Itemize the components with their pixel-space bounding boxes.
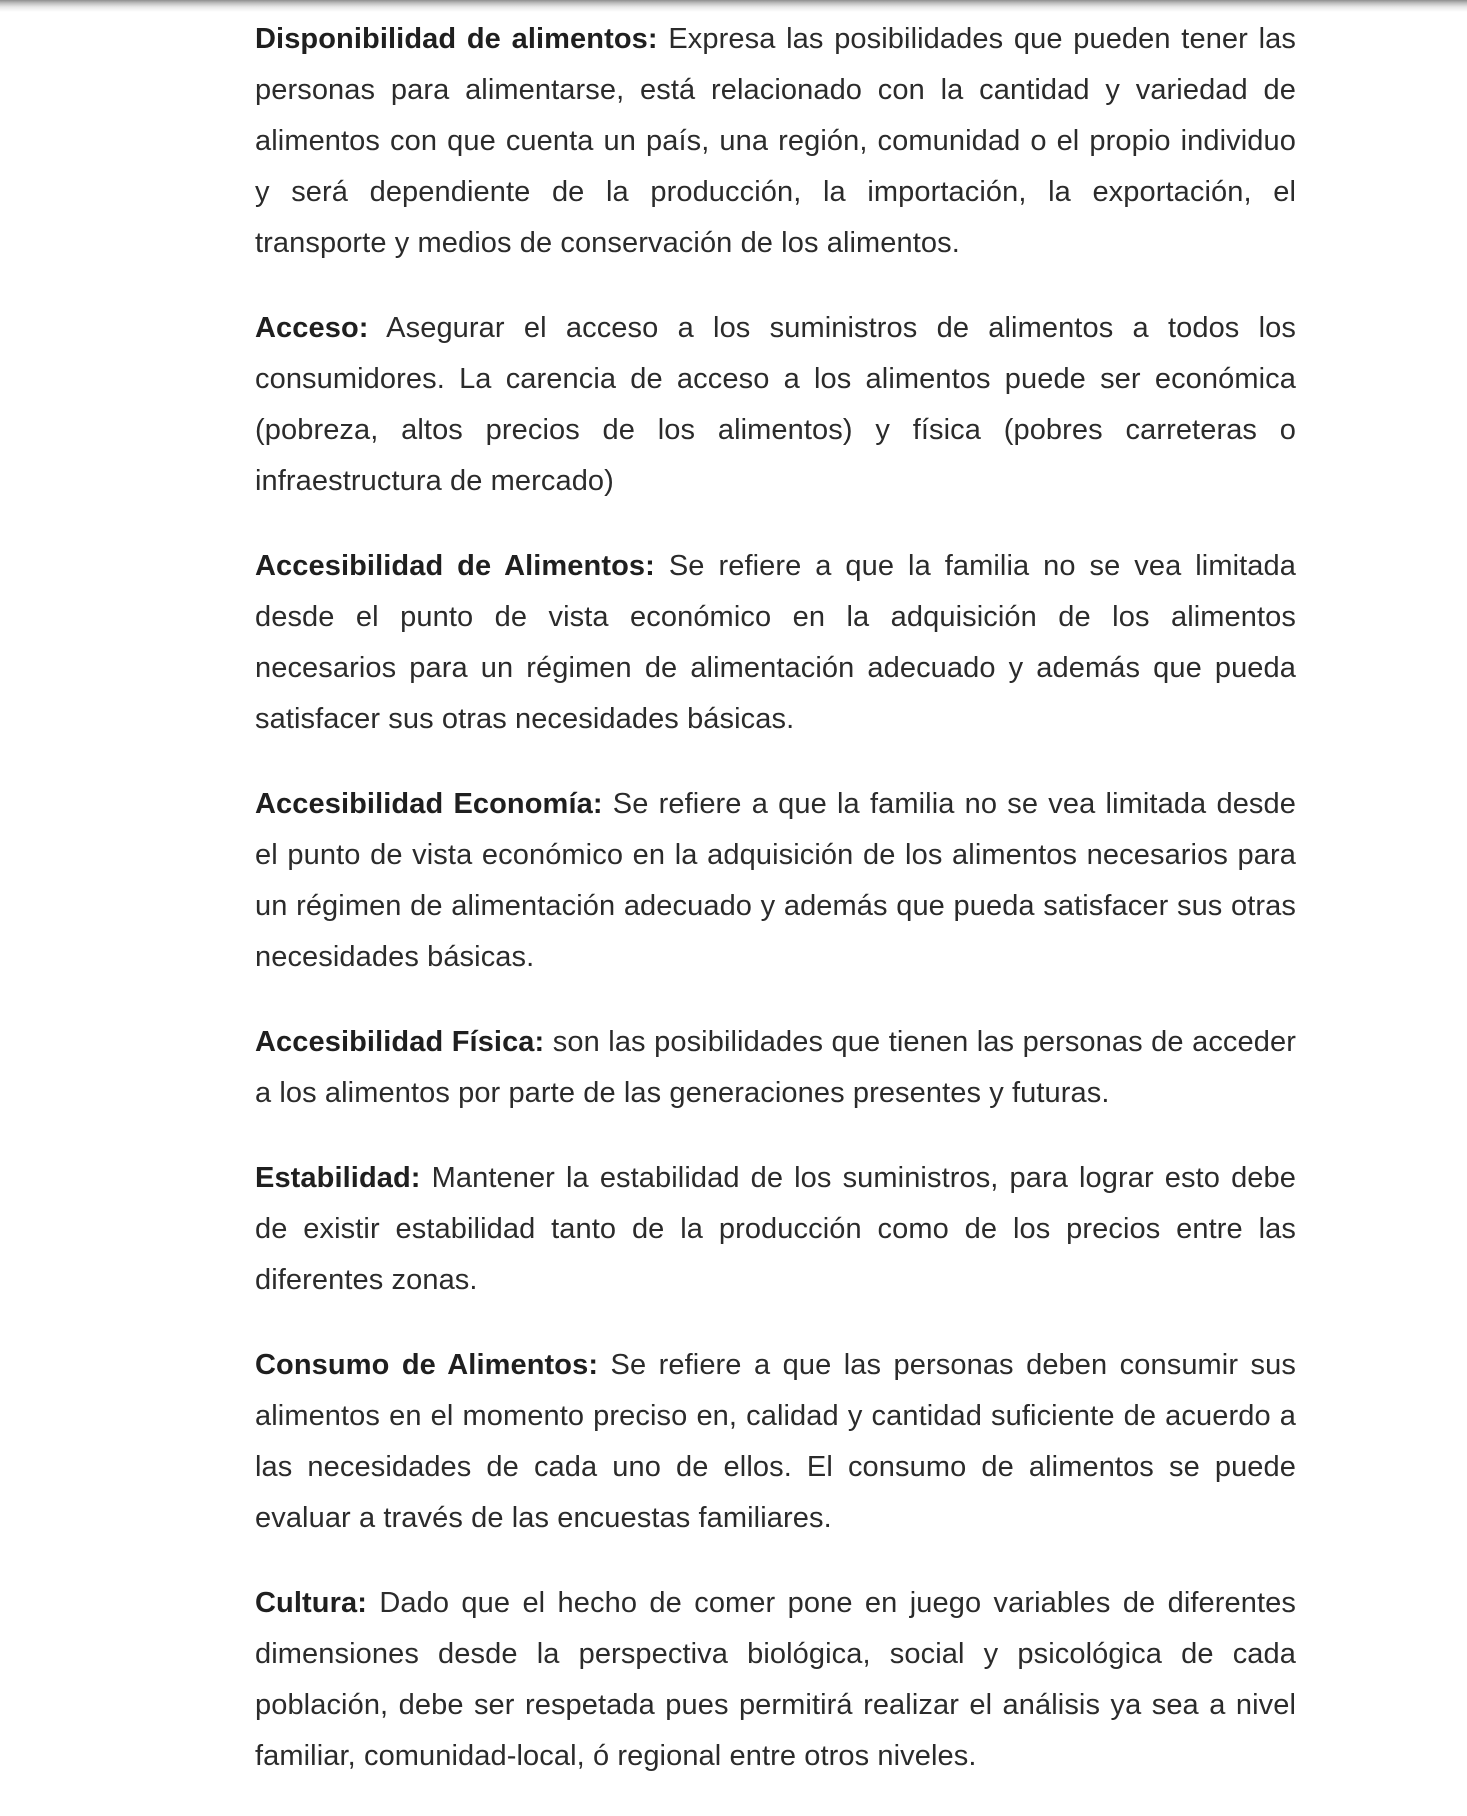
- definition-acceso: [255, 303, 1296, 507]
- definition-text: Mantener la estabilidad de los suministros, para lograr esto debe de existir estabilidad tanto de la producción como de los precios entre las diferentes zonas.: [255, 1162, 1296, 1296]
- term-label: Cultura:: [255, 1587, 367, 1619]
- definition-text: Se refiere a que la familia no se vea limitada desde el punto de vista económico en la adquisición de los alimentos necesarios para un régimen de alimentación adecuado y además que pueda satisfacer sus otras necesidades básicas.: [255, 788, 1296, 973]
- term-label: Accesibilidad Economía:: [255, 788, 603, 820]
- definition-text: Se refiere a que las personas deben consumir sus alimentos en el momento preciso en, calidad y cantidad suficiente de acuerdo a las necesidades de cada uno de ellos. El consumo de alimentos se puede evaluar a través de las encuestas familiares.: [255, 1349, 1296, 1534]
- definition-estabilidad: [255, 1153, 1296, 1306]
- definition-consumo: [255, 1340, 1296, 1544]
- definition-text: Dado que el hecho de comer pone en juego variables de diferentes dimensiones desde la perspectiva biológica, social y psicológica de cada población, debe ser respetada pues permitirá realizar el análisis ya sea a nivel familiar, comunidad-local, ó regional entre otros niveles.: [255, 1587, 1296, 1772]
- definition-disponibilidad: [255, 14, 1296, 269]
- term-label: Estabilidad:: [255, 1162, 421, 1194]
- definition-text: Asegurar el acceso a los suministros de alimentos a todos los consumidores. La carencia de acceso a los alimentos puede ser económica (pobreza, altos precios de los alimentos) y física (pobres carreteras o infraestructura de mercado): [255, 312, 1297, 497]
- term-label: Consumo de Alimentos:: [255, 1349, 599, 1381]
- top-edge-shadow: [0, 0, 1467, 12]
- definition-text: Expresa las posibilidades que pueden tener las personas para alimentarse, está relacionado con la cantidad y variedad de alimentos con que cuenta un país, una región, comunidad o el propio individuo y será dependiente de la producción, la importación, la exportación, el transporte y medios de conservación de los alimentos.: [255, 23, 1296, 259]
- term-label: Accesibilidad Física:: [255, 1026, 545, 1058]
- definition-text: Se refiere a que la familia no se vea limitada desde el punto de vista económico en la adquisición de los alimentos necesarios para un régimen de alimentación adecuado y además que pueda satisfacer sus otras necesidades básicas.: [255, 550, 1296, 735]
- document-page: [255, 14, 1296, 1816]
- definition-accesibilidad-fisica: [255, 1017, 1296, 1119]
- definition-accesibilidad-economia: [255, 779, 1296, 983]
- term-label: Acceso:: [255, 312, 369, 344]
- term-label: Accesibilidad de Alimentos:: [255, 550, 655, 582]
- definition-cultura: [255, 1578, 1296, 1782]
- term-label: Disponibilidad de alimentos:: [255, 23, 658, 55]
- definition-accesibilidad-alimentos: [255, 541, 1296, 745]
- definition-text: son las posibilidades que tienen las personas de acceder a los alimentos por parte de las generaciones presentes y futuras.: [255, 1026, 1296, 1109]
